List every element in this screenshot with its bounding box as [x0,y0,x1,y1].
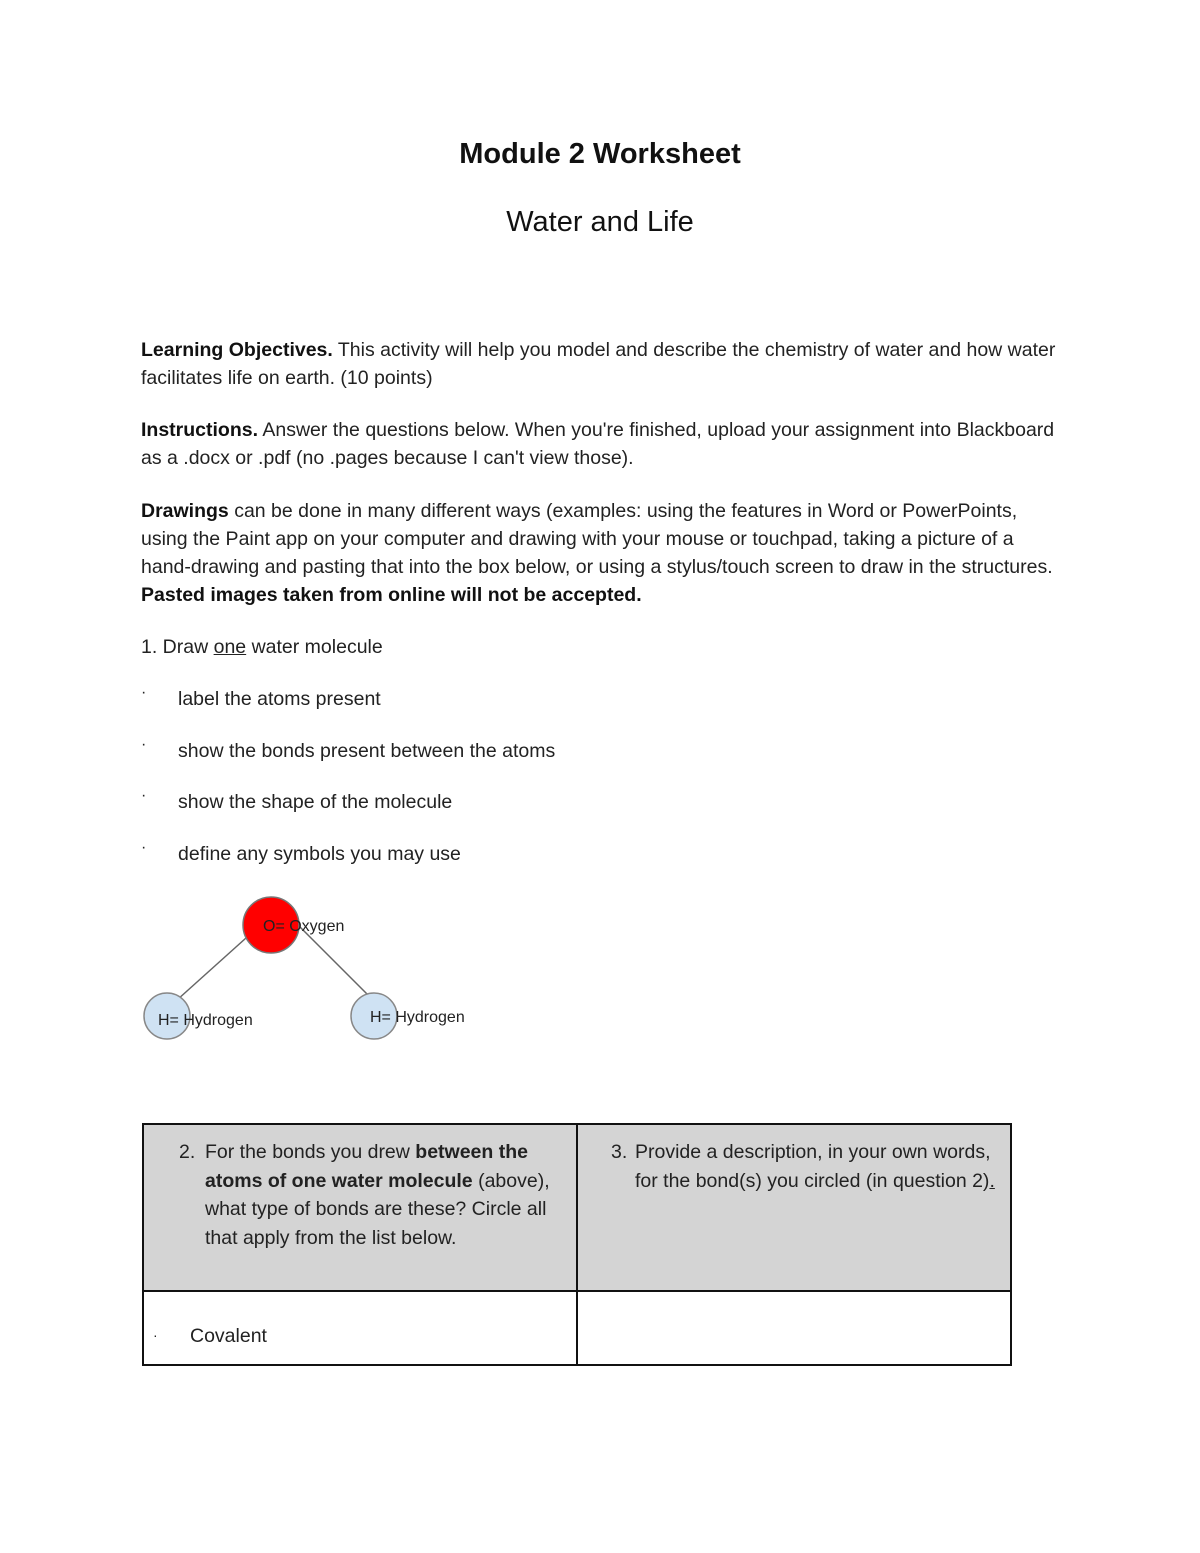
bullet-dot: · [141,736,147,753]
bullet-text: define any symbols you may use [178,843,461,865]
q2-text-before: For the bonds you drew [205,1141,416,1163]
bullet-text: show the shape of the molecule [178,791,453,813]
bullet-dot: · [141,787,147,804]
water-molecule-diagram [130,885,510,1055]
q3-text: Provide a description, in your own words, for the bond(s) you circled (in question 2) [635,1141,991,1192]
q1-suffix: water molecule [246,636,383,658]
q2-bold: between the atoms of one water molecule [205,1141,528,1192]
instructions-paragraph [141,416,1061,472]
instructions-label: Instructions. [141,419,259,441]
q3-number: 3. [611,1141,628,1163]
learning-objectives-paragraph [141,336,1061,392]
question-1-prompt [141,636,383,659]
q3-trailing: . [989,1169,995,1192]
question-2-cell [143,1124,577,1291]
table-header-row [143,1124,1011,1291]
drawings-paragraph [141,497,1061,609]
description-answer-cell[interactable] [577,1291,1011,1365]
q2-number: 2. [179,1141,196,1163]
q1-emphasis: one [213,636,247,658]
bullet-text: label the atoms present [178,688,381,710]
q2-text-after: (above), what type of bonds are these? Circle all that apply from the list below. [205,1169,550,1249]
bullet-dot: · [141,839,147,856]
question-3-cell [577,1124,1011,1291]
table-answer-row [143,1291,1011,1365]
hydrogen-right-label: H= Hydrogen [370,1009,465,1026]
oxygen-label: O= Oxygen [263,918,345,935]
drawings-text: can be done in many different ways (examples: using the features in Word or PowerPoints, using the Paint app on your computer and drawing with your mouse or touchpad, taking a picture of a hand-drawing and pasting that into the box below, or using a stylus/touch screen to draw in the structures. [141,500,1053,578]
left-bond-line [177,938,246,1000]
hydrogen-left-label: H= Hydrogen [158,1012,253,1029]
answer-option-covalent[interactable]: Covalent [190,1325,267,1347]
q1-prefix: 1. Draw [141,636,214,658]
drawings-warning: Pasted images taken from online will not be accepted. [141,584,642,606]
bullet-dot: · [153,1327,158,1343]
answer-options-cell[interactable] [143,1291,577,1365]
right-bond-line [299,926,373,1000]
page-subtitle: Water and Life [506,206,694,238]
instructions-text: Answer the questions below. When you're finished, upload your assignment into Blackboard as a .docx or .pdf (no .pages because I can't view those). [141,419,1055,469]
bullet-dot: · [141,684,147,701]
objectives-text: This activity will help you model and describe the chemistry of water and how water facilitates life on earth. (10 points) [141,339,1056,389]
bullet-text: show the bonds present between the atoms [178,740,556,762]
drawings-label: Drawings [141,500,229,522]
page-title: Module 2 Worksheet [459,138,741,170]
objectives-label: Learning Objectives. [141,339,333,361]
questions-table [142,1123,1012,1366]
